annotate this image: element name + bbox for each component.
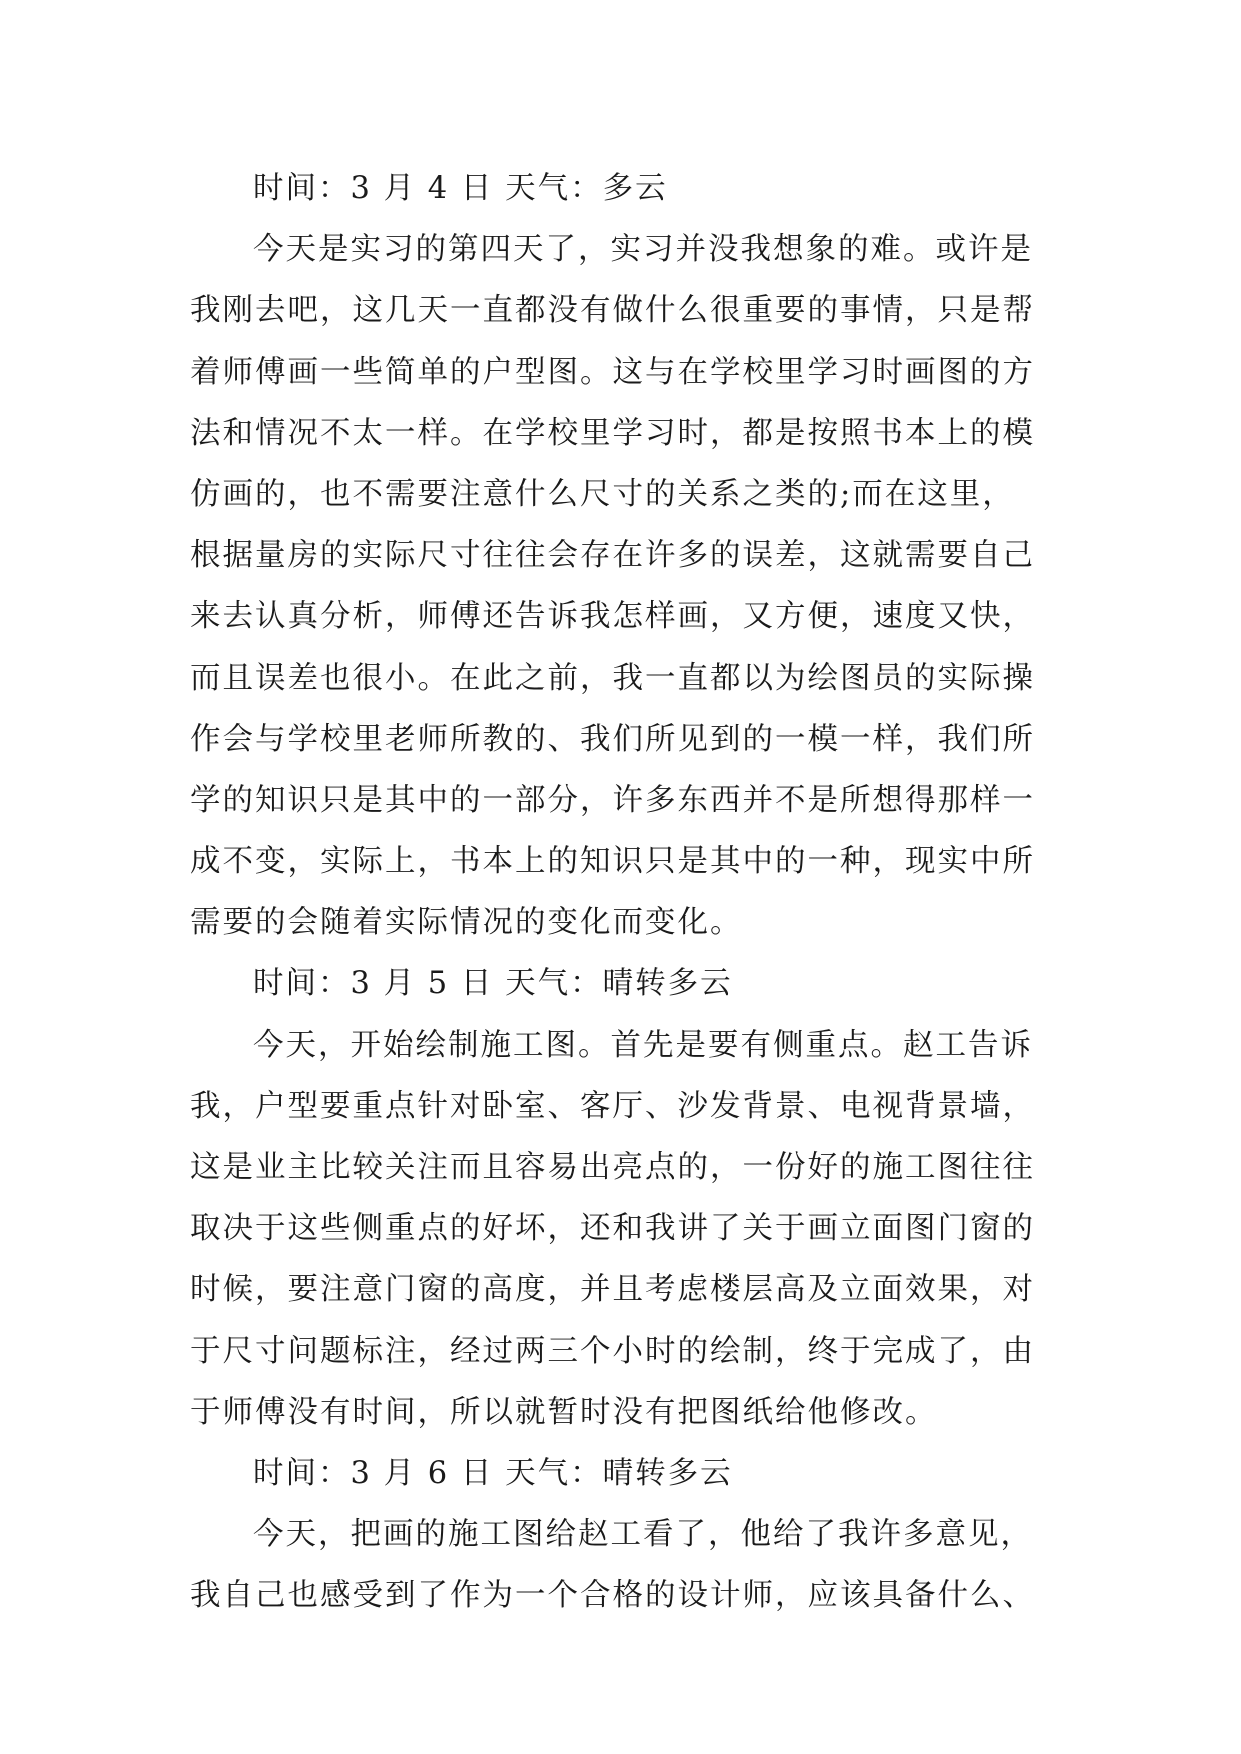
paragraph-line: 需要的会随着实际情况的变化而变化。 bbox=[190, 905, 743, 941]
paragraph-line: 来去认真分析，师傅还告诉我怎样画，又方便，速度又快， bbox=[190, 599, 1035, 635]
paragraph-line: 作会与学校里老师所教的、我们所见到的一模一样，我们所 bbox=[190, 721, 1035, 757]
paragraph-line: 着师傅画一些简单的户型图。这与在学校里学习时画图的方 bbox=[190, 354, 1035, 390]
paragraph-line: 于师傅没有时间，所以就暂时没有把图纸给他修改。 bbox=[190, 1394, 938, 1430]
paragraph-line: 学的知识只是其中的一部分，许多东西并不是所想得那样一 bbox=[190, 782, 1035, 818]
date-weather-heading: 时间：3 月 6 日 天气：晴转多云 bbox=[253, 1455, 733, 1491]
paragraph-line: 于尺寸问题标注，经过两三个小时的绘制，终于完成了，由 bbox=[190, 1333, 1035, 1369]
paragraph-line: 时候，要注意门窗的高度，并且考虑楼层高及立面效果，对 bbox=[190, 1272, 1035, 1308]
paragraph-line: 成不变，实际上，书本上的知识只是其中的一种，现实中所 bbox=[190, 844, 1035, 880]
paragraph-line: 今天，把画的施工图给赵工看了，他给了我许多意见， bbox=[253, 1517, 1033, 1553]
paragraph-line: 我自己也感受到了作为一个合格的设计师，应该具备什么、 bbox=[190, 1578, 1035, 1614]
date-weather-heading: 时间：3 月 4 日 天气：多云 bbox=[253, 171, 668, 206]
paragraph-line: 今天，开始绘制施工图。首先是要有侧重点。赵工告诉 bbox=[253, 1027, 1033, 1063]
paragraph-line: 我刚去吧，这几天一直都没有做什么很重要的事情，只是帮 bbox=[190, 293, 1035, 329]
paragraph-line: 而且误差也很小。在此之前，我一直都以为绘图员的实际操 bbox=[190, 660, 1035, 696]
paragraph-line: 今天是实习的第四天了，实习并没我想象的难。或许是 bbox=[253, 232, 1033, 268]
paragraph-line: 仿画的，也不需要注意什么尺寸的关系之类的;而在这里， bbox=[190, 476, 1015, 512]
document-body bbox=[190, 158, 1070, 1627]
date-weather-heading: 时间：3 月 5 日 天气：晴转多云 bbox=[253, 966, 733, 1002]
paragraph-line: 我，户型要重点针对卧室、客厅、沙发背景、电视背景墙， bbox=[190, 1088, 1035, 1124]
paragraph-line: 法和情况不太一样。在学校里学习时，都是按照书本上的模 bbox=[190, 415, 1035, 451]
paragraph-line: 取决于这些侧重点的好坏，还和我讲了关于画立面图门窗的 bbox=[190, 1211, 1035, 1247]
paragraph-line: 根据量房的实际尺寸往往会存在许多的误差，这就需要自己 bbox=[190, 538, 1035, 574]
paragraph-line: 这是业主比较关注而且容易出亮点的，一份好的施工图往往 bbox=[190, 1150, 1035, 1185]
